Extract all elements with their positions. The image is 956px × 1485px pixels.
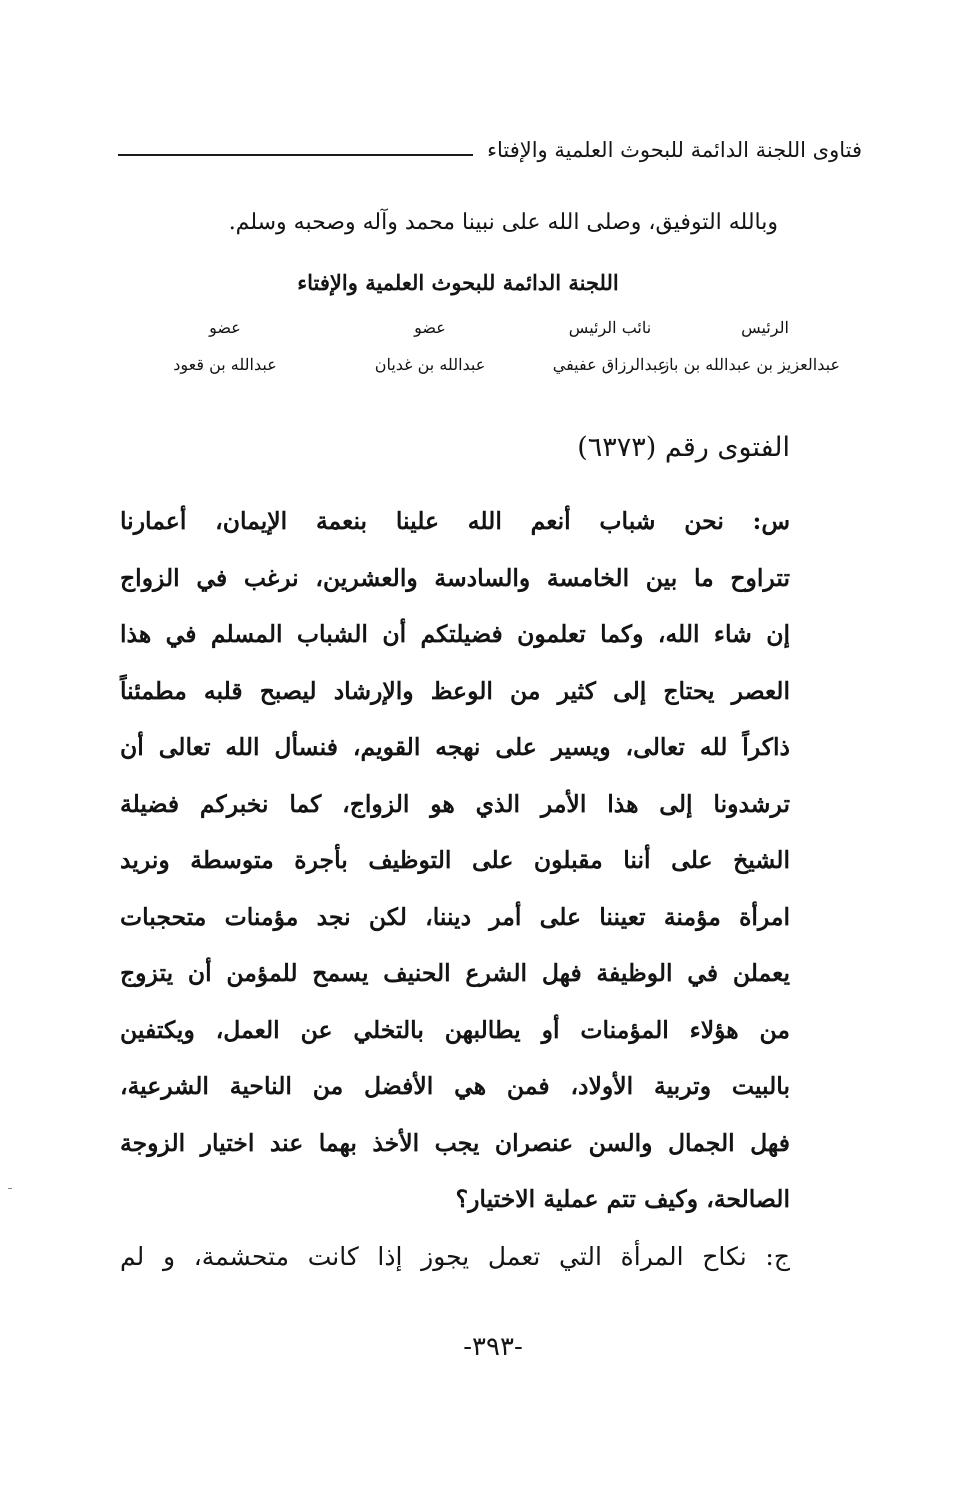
question-line: ذاكراً لله تعالى، ويسير على نهجه القويم، فنسأل الله تعالى أن	[120, 733, 790, 761]
committee-name: اللجنة الدائمة للبحوث العلمية والإفتاء	[297, 270, 619, 295]
closing-line: وبالله التوفيق، وصلى الله على نبينا محمد وآله وصحبه وسلم.	[228, 210, 778, 235]
question-line: تتراوح ما بين الخامسة والسادسة والعشرين، نرغب في الزواج	[120, 563, 790, 592]
question-line: فهل الجمال والسن عنصران يجب الأخذ بهما عند اختيار الزوجة	[120, 1128, 790, 1157]
header-rule	[118, 154, 473, 156]
running-header	[118, 130, 862, 170]
signatory-role: عضو	[209, 318, 241, 337]
question-line: امرأة مؤمنة تعيننا على أمر ديننا، لكن نجد مؤمنات متحجبات	[120, 902, 790, 931]
header-title: فتاوى اللجنة الدائمة للبحوث العلمية والإفتاء	[487, 138, 862, 162]
signatory-role: عضو	[414, 318, 446, 337]
question-line: من هؤلاء المؤمنات أو يطالبهن بالتخلي عن العمل، ويكتفين	[120, 1015, 790, 1044]
scan-speck	[8, 1188, 12, 1189]
signatories-block	[120, 318, 840, 374]
page-number: -٣٩٣-	[463, 1332, 523, 1362]
question-line: العصر يحتاج إلى كثير من الوعظ والإرشاد ليصبح قلبه مطمئناً	[120, 676, 790, 705]
question-line: س: نحن شباب أنعم الله علينا بنعمة الإيمان، أعمارنا	[120, 507, 790, 535]
question-line: إن شاء الله، وكما تعلمون فضيلتكم أن الشباب المسلم في هذا	[120, 620, 790, 648]
fatwa-number: الفتوى رقم (٦٣٧٣)	[577, 432, 790, 463]
signatory-name: عبدالرزاق عفيفي	[552, 355, 668, 374]
question-line: ترشدونا إلى هذا الأمر الذي هو الزواج، كما نخبركم فضيلة	[120, 789, 790, 818]
question-line: بالبيت وتربية الأولاد، فمن هي الأفضل من الناحية الشرعية،	[120, 1072, 790, 1100]
answer-line: ج: نكاح المرأة التي تعمل يجوز إذا كانت متحشمة، و لم	[120, 1242, 790, 1271]
question-line: الشيخ على أننا مقبلون على التوظيف بأجرة متوسطة ونريد	[120, 846, 790, 874]
signatory-name: عبدالله بن غديان	[374, 355, 486, 374]
question-line: الصالحة، وكيف تتم عملية الاختيار؟	[455, 1185, 790, 1213]
signatory-name: عبدالله بن قعود	[173, 355, 277, 374]
question-paragraph	[120, 493, 790, 1228]
signatory-role: نائب الرئيس	[568, 318, 652, 337]
signatory-name: عبدالعزيز بن عبدالله بن باز	[661, 355, 840, 374]
signatory-role: الرئيس	[741, 318, 789, 337]
question-line: يعملن في الوظيفة فهل الشرع الحنيف يسمح للمؤمن أن يتزوج	[120, 959, 790, 987]
